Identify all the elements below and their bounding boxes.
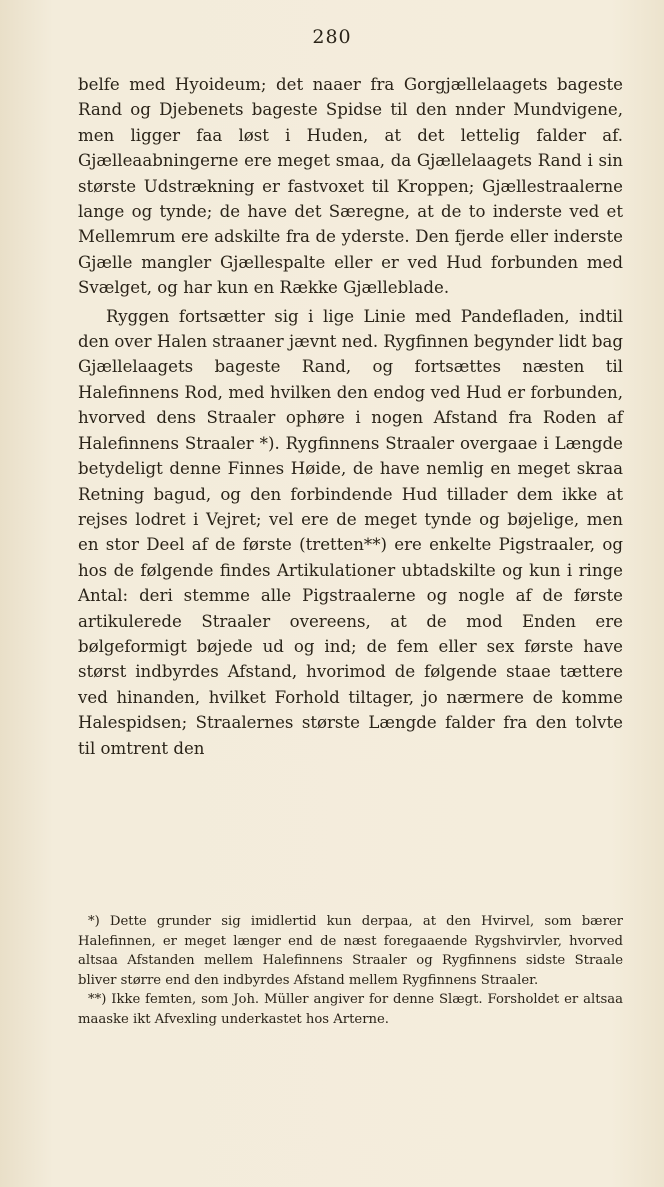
footnote-1: *) Dette grunder sig imidlertid kun derpaa, at den Hvirvel, som bærer Halefinnen, er meget længer end de næst foregaaende Rygshvirvler, hvorved altsaa Afstanden mellem Halefinnens Straaler og Rygfinnens sidste Straale bliver større end den indbyrdes Afstand mellem Rygfinnens Straaler. — [78, 914, 623, 988]
paragraph-gill-description: belfe med Hyoideum; det naaer fra Gorgjællelaagets bageste Rand og Djebenets bageste Spidse til den nnder Mundvigene, men ligger faa løst i Huden, at det lettelig falder af. Gjælleaabningerne ere meget smaa, da Gjællelaagets Rand i sin største Udstrækning er fastvoxet til Kroppen; Gjællestraalerne lange og tynde; de have det Særegne, at de to inderste ved et Mellemrum ere adskilte fra de yderste. Den fjerde eller inderste Gjælle mangler Gjællespalte eller er ved Hud forbunden med Svælget, og har kun en Række Gjællebladе. — [78, 75, 623, 298]
body-text — [78, 72, 623, 761]
page-number: 280 — [312, 26, 352, 48]
paragraph-dorsal-fin: Ryggen fortsætter sig i lige Linie med Pandefladen, indtil den over Halen straaner jævnt ned. Rygfinnen begynder lidt bag Gjællelaagets bageste Rand, og fortsættes næsten til Halefinnens Rod, med hvilken den endog ved Hud er forbunden, hvorved dens Straaler ophøre i nogen Afstand fra Roden af Halefinnens Straaler *). Rygfinnens Straaler overgaae i Længde betydeligt denne Finnes Høide, de have nemlig en meget skraa Retning bagud, og den forbindende Hud tillader dem ikke at rejses lodret i Vejret; vel ere de meget tynde og bøjelige, men en stor Deel af de første (tretten**) ere enkelte Pigstraaler, og hos de følgende findes Artikulationer ubtadskilte og kun i ringe Antal: deri stemme alle Pigstraalerne og nogle af de første artikulerede Straaler overeens, at de mod Enden ere bølgeformigt bøjede ud og ind; de fem eller sex første have størst indbyrdes Afstand, hvorimod de følgende staae tættere ved hinanden, hvilket Forhold tiltager, jo nærmere de komme Halespidsen; Straalernes største Længde falder fra den tolvte til omtrent den — [78, 306, 623, 758]
footnote-2: **) Ikke femten, som Joh. Müller angiver for denne Slægt. Forsholdet er altsaa maaske ikt Afvexling underkastet hos Arterne. — [78, 992, 623, 1027]
footnotes — [78, 912, 623, 1030]
